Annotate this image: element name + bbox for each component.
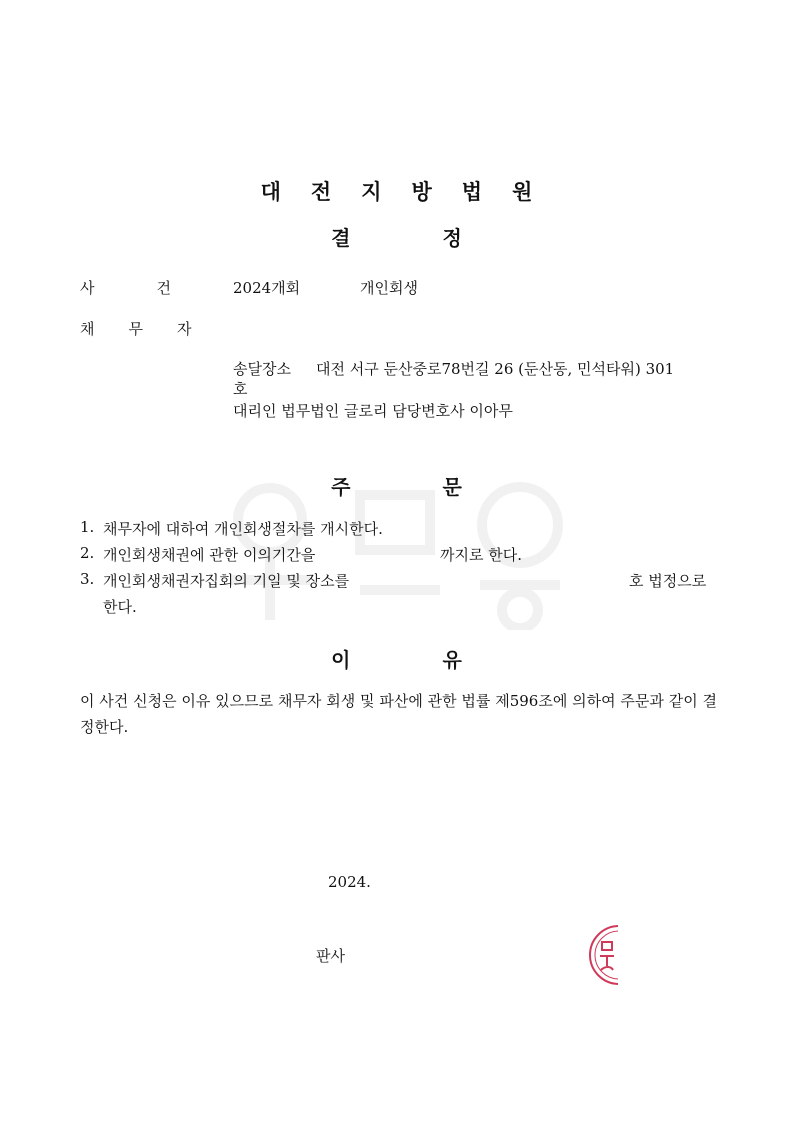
decision-title: 결정 <box>331 226 554 250</box>
order-item-3-text-before: 개인회생채권자집회의 기일 및 장소를 <box>103 572 350 590</box>
order-item-1-text: 채무자에 대하여 개인회생절차를 개시한다. <box>103 520 383 538</box>
order-item-2-text-after: 까지로 한다. <box>440 546 522 564</box>
order-heading: 주문 <box>331 475 554 499</box>
judge-label: 판사 <box>316 947 345 965</box>
order-item-3-text-after: 호 법정으로 <box>629 572 707 590</box>
service-address-line1: 대전 서구 둔산중로78번길 26 (둔산동, 민석타워) 301 <box>316 360 675 378</box>
order-item-1-number: 1. <box>80 518 95 536</box>
debtor-label: 채무자 <box>80 320 226 338</box>
service-address-line2: 호 <box>233 380 248 398</box>
court-seal <box>588 924 618 986</box>
service-address-label: 송달장소 <box>233 360 291 378</box>
decision-date: 2024. <box>328 873 371 891</box>
reason-heading: 이유 <box>331 648 554 672</box>
reason-text: 이 사건 신청은 이유 있으므로 채무자 회생 및 파산에 관한 법률 제596조에 의하여 주문과 같이 결정한다. <box>80 692 717 736</box>
debtor-agent: 대리인 법무법인 글로리 담당변호사 이아무 <box>233 402 513 420</box>
order-item-3-text-cont: 한다. <box>103 598 137 616</box>
order-item-3-number: 3. <box>80 570 95 588</box>
case-number: 2024개회 <box>233 279 301 297</box>
order-item-2-text-before: 개인회생채권에 관한 이의기간을 <box>103 546 316 564</box>
order-item-2-number: 2. <box>80 544 95 562</box>
case-label: 사건 <box>80 279 233 297</box>
court-title: 대전지방법원 <box>260 180 563 204</box>
case-name: 개인회생 <box>360 279 418 297</box>
